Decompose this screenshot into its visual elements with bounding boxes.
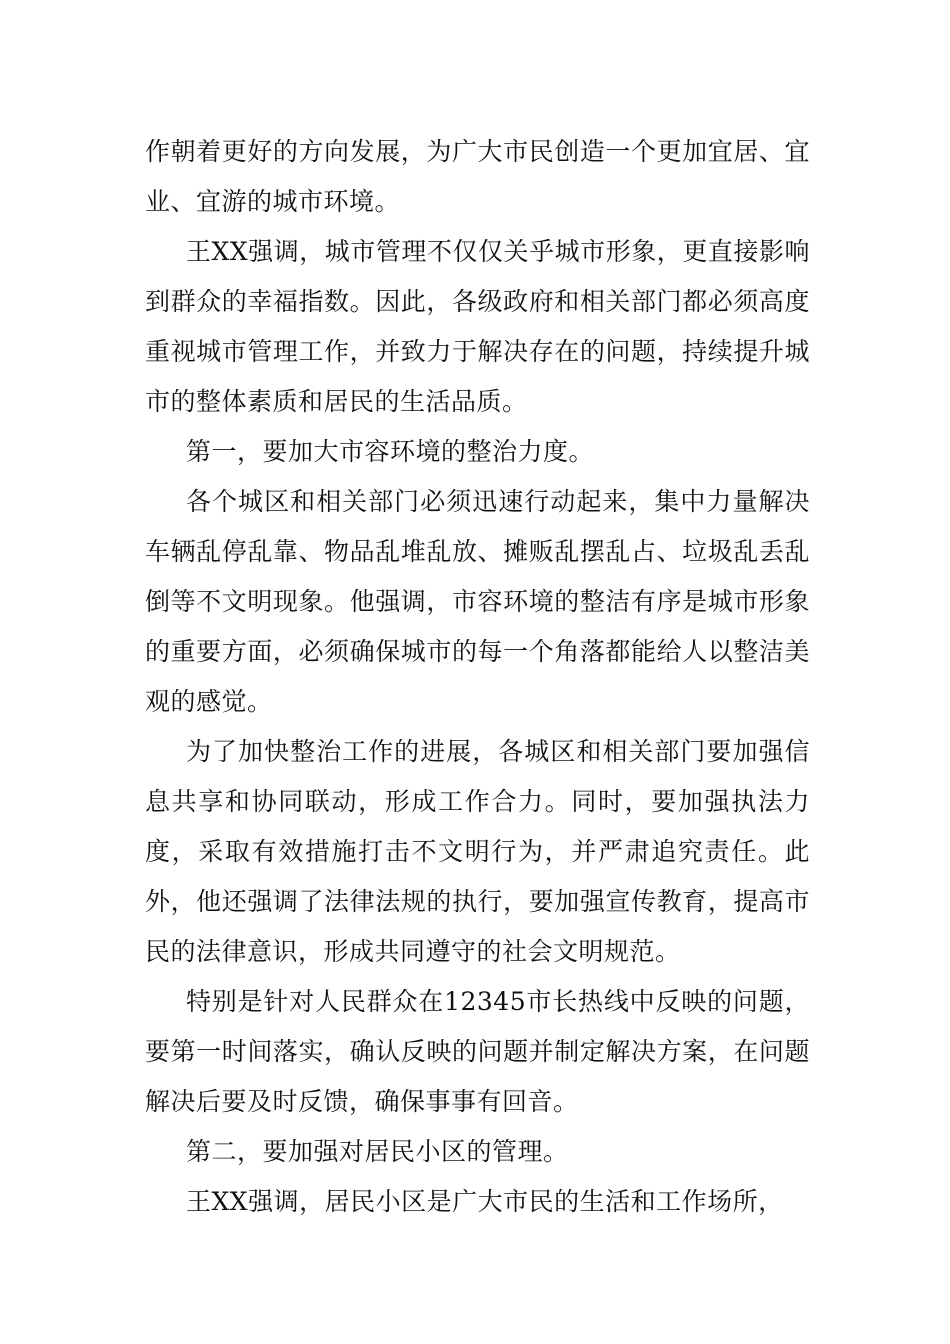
paragraph-hotline: 特别是针对人民群众在12345市长热线中反映的问题，要第一时间落实，确认反映的问题并制定解决方案，在问题解决后要及时反馈，确保事事有回音。: [145, 987, 810, 1116]
paragraph-uncivilized-phenomena: 各个城区和相关部门必须迅速行动起来，集中力量解决车辆乱停乱靠、物品乱堆乱放、摊贩乱摆乱占、垃圾乱丢乱倒等不文明现象。他强调，市容环境的整洁有序是城市形象的重要方面，必须确保城市的每一个角落都能给人以整洁美观的感觉。: [145, 487, 810, 716]
heading-second-point: 第二，要加强对居民小区的管理。: [186, 1137, 569, 1166]
paragraph-coordination: 为了加快整治工作的进展，各城区和相关部门要加强信息共享和协同联动，形成工作合力。同时，要加强执法力度，采取有效措施打击不文明行为，并严肃追究责任。此外，他还强调了法律法规的执行，要加强宣传教育，提高市民的法律意识，形成共同遵守的社会文明规范。: [145, 737, 810, 966]
document-body: [145, 127, 810, 1227]
paragraph-residential-community: 王XX强调，居民小区是广大市民的生活和工作场所，: [186, 1187, 784, 1216]
paragraph-city-image: 王XX强调，城市管理不仅仅关乎城市形象，更直接影响到群众的幸福指数。因此，各级政府和相关部门都必须高度重视城市管理工作，并致力于解决存在的问题，持续提升城市的整体素质和居民的生活品质。: [145, 237, 810, 416]
heading-first-point: 第一，要加大市容环境的整治力度。: [186, 437, 595, 466]
paragraph-continuation: 作朝着更好的方向发展，为广大市民创造一个更加宜居、宜业、宜游的城市环境。: [145, 137, 810, 216]
